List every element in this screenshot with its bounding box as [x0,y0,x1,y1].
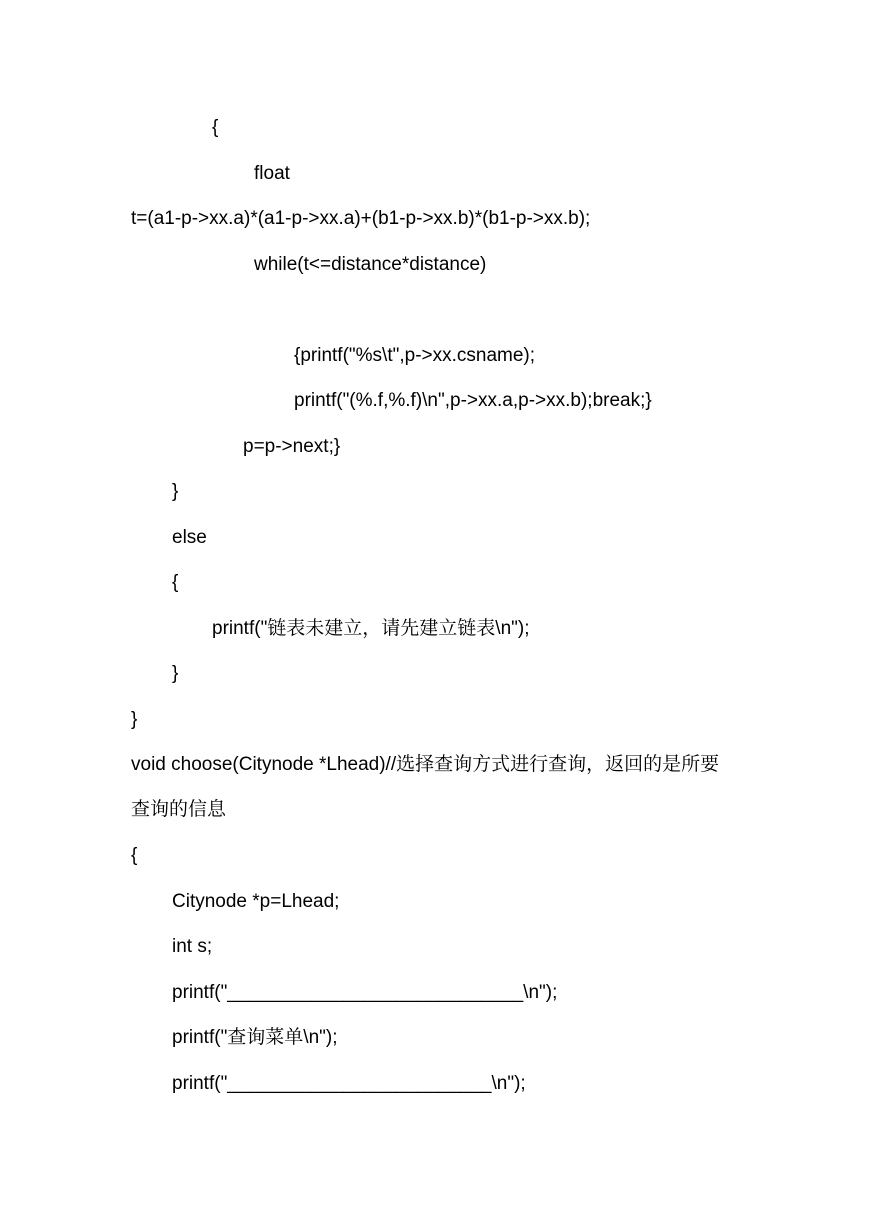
code-line: { [131,845,138,866]
code-line: Citynode *p=Lhead; [172,891,340,912]
code-line: printf("链表未建立，请先建立链表\n"); [212,618,530,639]
code-line: { [172,572,179,593]
code-line: 查询的信息 [131,799,227,820]
code-line: float [254,163,290,184]
code-line: printf("____________________________\n"); [172,982,558,1003]
code-line: int s; [172,936,213,957]
code-line: t=(a1-p->xx.a)*(a1-p->xx.a)+(b1-p->xx.b)*(b1-p->xx.b); [131,208,591,229]
code-line: p=p->next;} [243,436,341,457]
code-line: { [212,117,219,138]
code-line: else [172,527,207,548]
code-line: printf("查询菜单\n"); [172,1027,338,1048]
code-line: while(t<=distance*distance) [254,254,487,275]
code-line: } [131,709,138,730]
code-line: void choose(Citynode *Lhead)//选择查询方式进行查询，返回的是所要 [131,754,720,775]
code-line: {printf("%s\t",p->xx.csname); [294,345,536,366]
code-line: } [172,663,179,684]
code-line: } [172,481,179,502]
code-line: printf("(%.f,%.f)\n",p->xx.a,p->xx.b);break;} [294,390,652,411]
code-line: printf("_________________________\n"); [172,1073,526,1094]
